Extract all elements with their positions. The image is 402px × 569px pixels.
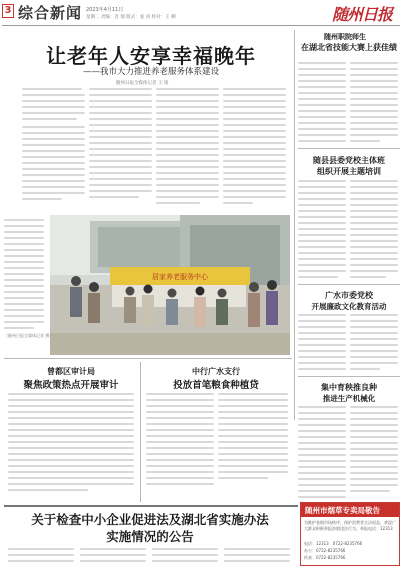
column-divider [294,30,295,420]
tobacco-ad [300,502,400,566]
story-audit-title-1: 曾都区审计局 [47,366,95,376]
story-bank-title-2: 投放首笔粮食种植贷 [173,380,259,391]
photo-banner-text: 居家养老服务中心 [152,273,208,281]
right-story-2-title-2: 组织开展主题培训 [317,166,381,176]
lead-subtitle: ——我市大力推进养老服务体系建设 [82,67,219,77]
story-audit-title-2: 聚焦政策热点开展审计 [23,380,119,391]
newspaper-logo: 随州日报 [332,5,393,24]
tobacco-ad-phone-1: 电话：12313 0722-8235766 [304,541,363,546]
date-line: 2023年4月11日 [86,7,124,13]
masthead [0,0,402,34]
right-story-4-title-2: 推进生产机械化 [322,394,376,403]
photo-caption-box [0,215,54,355]
photo-caption: （随州日报全媒体记者 摄） [4,333,54,338]
lead-byline: 随州日报全媒体记者 王 康 [116,81,169,86]
masthead-rule [2,25,400,26]
tobacco-ad-phone-2: 办公：0722-8235766 [304,548,346,553]
editor-line: 星期二 责编：肖 瑞 版式：张 涛 校对：王 柳 [86,15,176,20]
lead-headline: 让老年人安享幸福晚年 [46,44,256,68]
right-story-4-title-1: 集中育秧推良种 [321,382,377,392]
section-title: 综合新闻 [18,4,83,22]
right-story-1-kicker: 随州职院师生 [324,32,366,41]
right-story-3-title-1: 广水市委党校 [325,290,373,300]
notice-title-2: 实施情况的公告 [106,529,194,544]
tobacco-ad-body: 为维护卷烟市场秩序，保护消费者合法权益，欢迎广大群众积极举报涉烟违法行为。举报电话：12313 [304,520,396,531]
notice-title-1: 关于检查中小企业促进法及湖北省实施办法 [31,512,269,527]
lead-photo [50,215,290,355]
notice-top-rule [4,505,298,507]
tobacco-ad-phone-3: 传真：0722-8235766 [304,555,346,560]
right-story-3-title-2: 开展廉政文化教育活动 [311,302,387,311]
right-story-2-title-1: 随县县委党校主体班 [313,155,385,165]
page-number: 3 [2,4,14,18]
lead-photo-scene [50,215,290,355]
tobacco-ad-title: 随州市烟草专卖局敬告 [305,506,380,515]
right-story-1-headline: 在湖北省技能大赛上获佳绩 [301,42,397,52]
story-bank-title-1: 中行广水支行 [192,366,240,376]
